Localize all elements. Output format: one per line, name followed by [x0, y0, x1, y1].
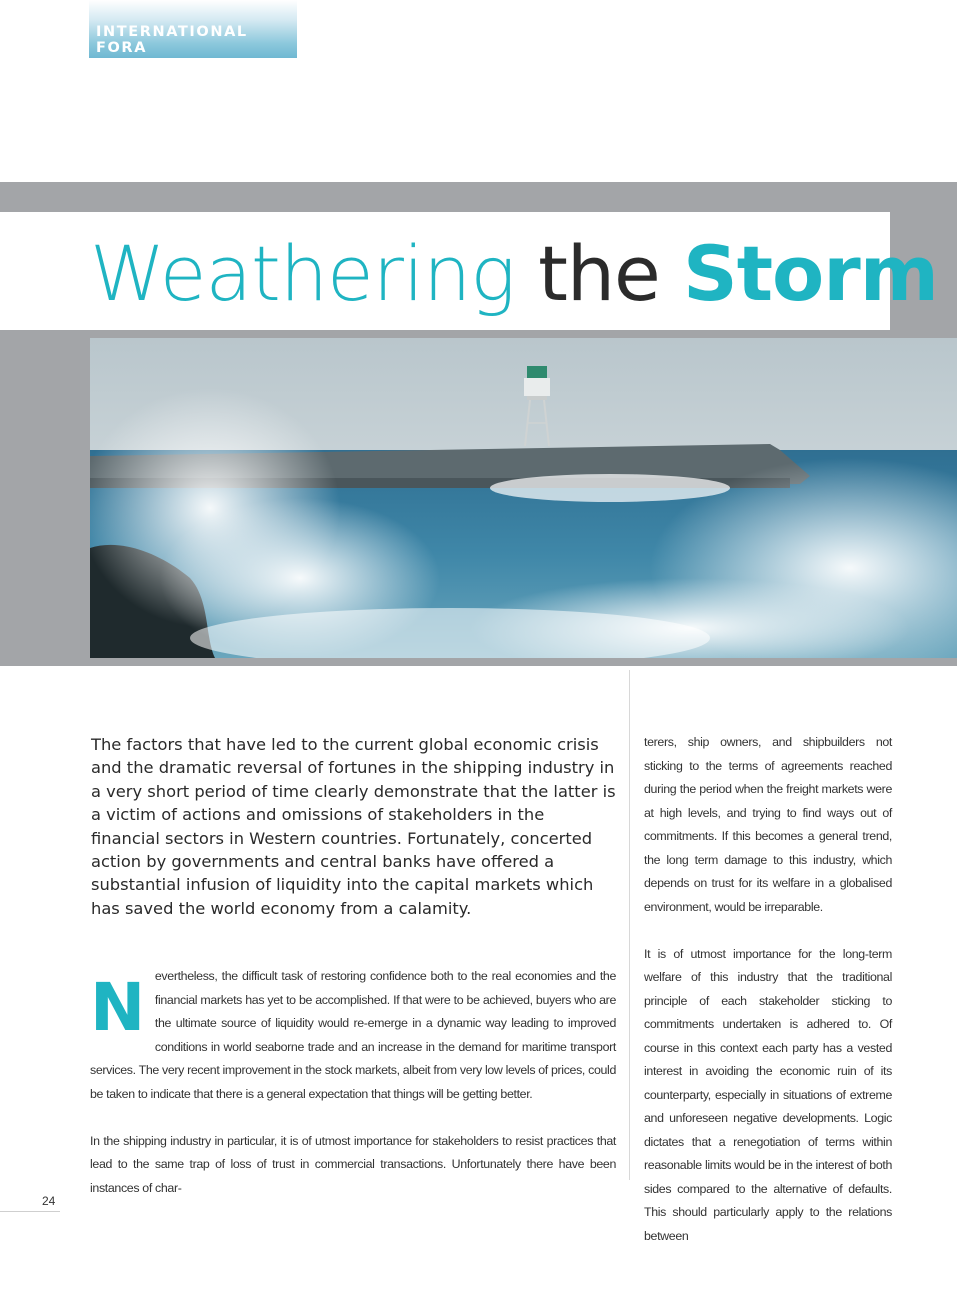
right-paragraph-2: It is of utmost importance for the long-term welfare of this industry that the traditional principle of each stakeholder sticking to commitments undertaken is adhered to. Of course in this context each party has a vested interest in avoiding the economic ruin of its counterparty, especially in situations of extreme and unforeseen negative developments. Logic dictates that a renegotiation of terms within reasonable limits would be in the interest of both sides compared to the alternative of defaults. This should particularly apply to the relations between [644, 946, 892, 1243]
article-title [90, 224, 938, 324]
lead-paragraph: The factors that have led to the current global economic crisis and the dramatic reversal of fortunes in the shipping industry in a very short period of time clearly demonstrate that the latter is a victim of actions and omissions of stakeholders in the financial sectors in Western countries. Fortunately, concerted action by governments and central banks have offered a substantial infusion of liquidity into the capital markets which has saved the world economy from a calamity. [91, 735, 616, 918]
title-word-the: the [538, 229, 660, 318]
left-paragraph-2: In the shipping industry in particular, it is of utmost importance for stakeholders to resist practices that lead to the same trap of loss of trust in commercial transactions. Unfortunately there have been instances of char- [90, 1133, 616, 1195]
section-label: INTERNATIONAL FORA [96, 24, 248, 56]
column-divider [629, 670, 630, 1180]
title-word-weathering: Weathering [90, 229, 515, 318]
title-word-storm: Storm [682, 229, 938, 318]
left-paragraph-1 [90, 965, 616, 1106]
left-column [90, 965, 616, 1224]
section-tab [89, 0, 297, 58]
right-paragraph-1: terers, ship owners, and shipbuilders not sticking to the terms of agreements reached during the period when the freight markets were at high levels, and trying to find ways out of commitments. If this becomes a general trend, the long term damage to this industry, which depends on trust for its welfare in a globalised environment, would be irreparable. [644, 735, 892, 914]
page-number: 24 [42, 1194, 56, 1208]
right-column [644, 731, 892, 1272]
page-number-rule [0, 1211, 60, 1212]
left-paragraph-1-text: evertheless, the difficult task of restoring confidence both to the real economies and the financial markets has yet to be accomplished. If that were to be achieved, buyers who are the ultimate source of liquidity would re-emerge in a dynamic way leading to improved conditions in world seaborne trade and an increase in the demand for maritime transport services. The very recent improvement in the stock markets, albeit from very low levels of prices, could be taken to indicate that there is a general expectation that things will be getting better. [90, 969, 616, 1101]
dropcap: N [90, 969, 145, 1046]
storm-photo [90, 338, 957, 658]
